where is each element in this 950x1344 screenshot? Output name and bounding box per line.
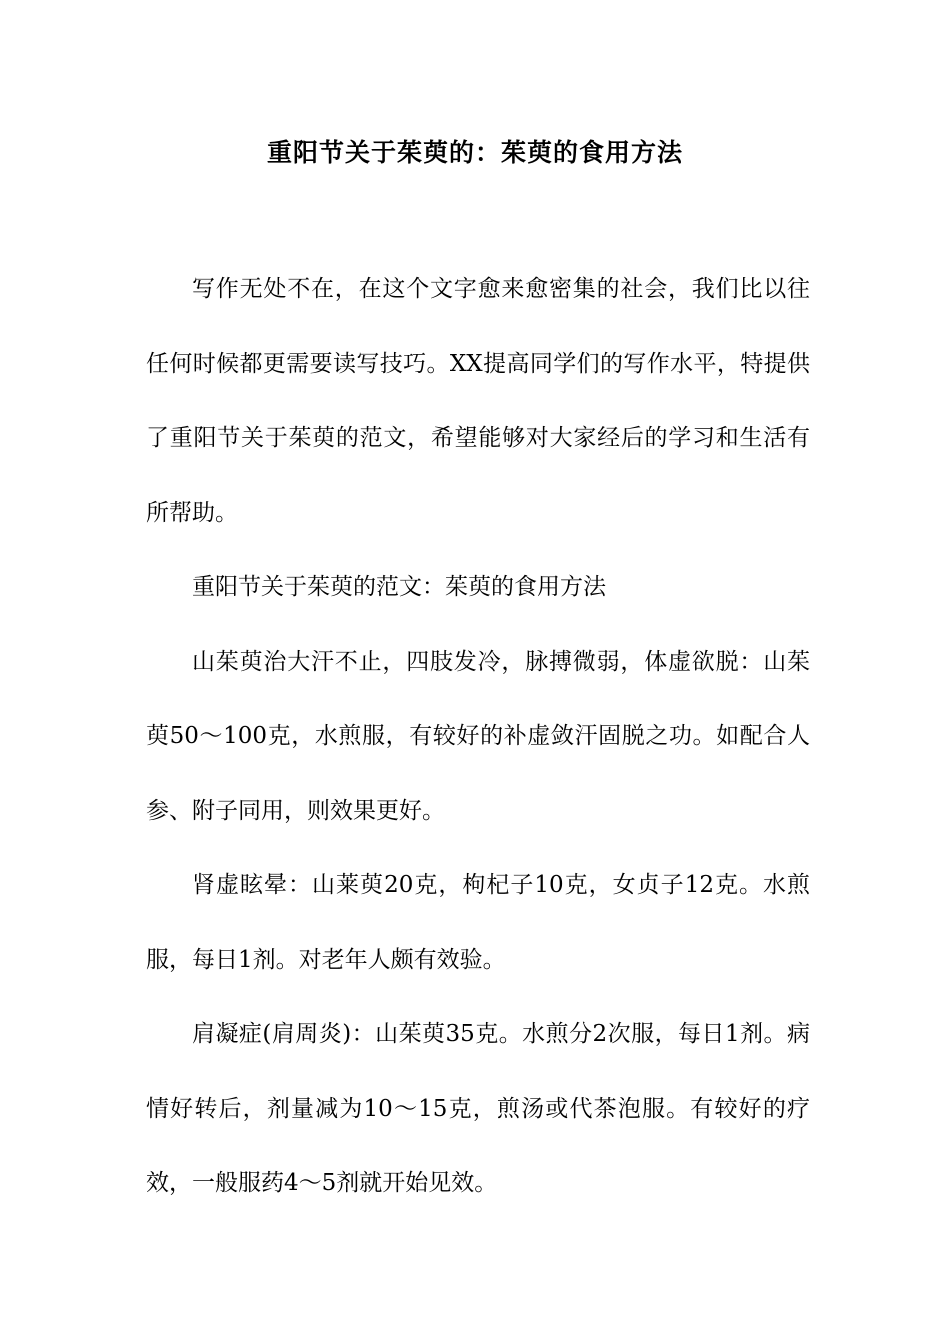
paragraph-subtitle: 重阳节关于茱萸的范文：茱萸的食用方法 bbox=[192, 574, 606, 600]
document-title: 重阳节关于茱萸的：茱萸的食用方法 bbox=[266, 138, 683, 167]
paragraph-intro: 写作无处不在，在这个文字愈来愈密集的社会，我们比以往任何时候都更需要读写技巧。XX提高同学们的写作水平，特提供了重阳节关于茱萸的范文，希望能够对大家经后的学习和生活有所帮助。 bbox=[146, 276, 810, 526]
document-body bbox=[146, 252, 810, 1221]
paragraph-remedy-shoulder: 肩凝症(肩周炎)：山茱萸35克。水煎分2次服，每日1剂。病情好转后，剂量减为10～15克，煎汤或代茶泡服。有较好的疗效，一般服药4～5剂就开始见效。 bbox=[146, 1021, 810, 1196]
paragraph-remedy-sweating: 山茱萸治大汗不止，四肢发冷，脉搏微弱，体虚欲脱：山茱萸50～100克，水煎服，有较好的补虚敛汗固脱之功。如配合人参、附子同用，则效果更好。 bbox=[146, 648, 810, 824]
paragraph-remedy-dizziness: 肾虚眩晕：山莱萸20克，枸杞子10克，女贞子12克。水煎服，每日1剂。对老年人颇有效验。 bbox=[146, 872, 810, 973]
